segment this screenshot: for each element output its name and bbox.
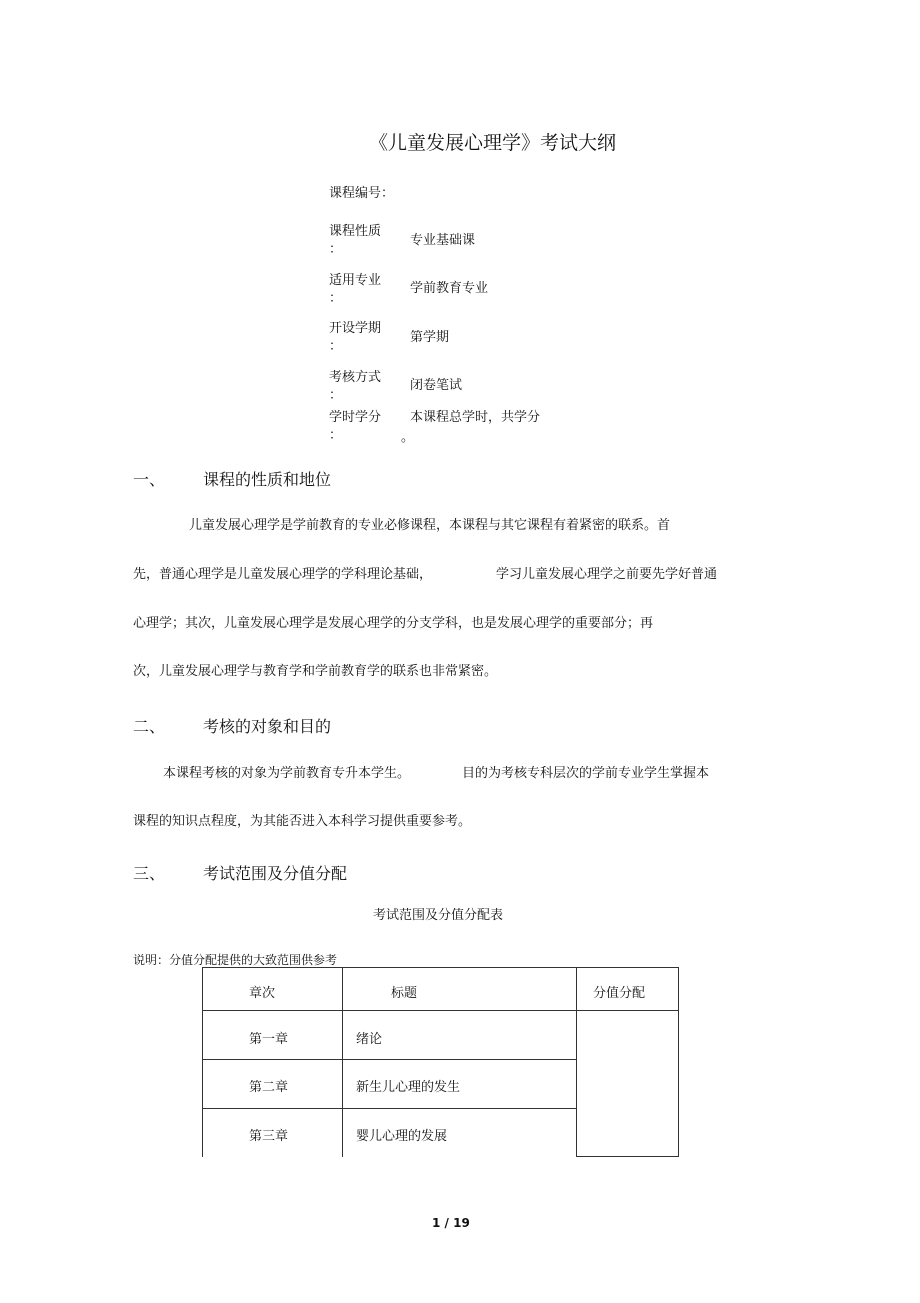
hours-credits-value: 本课程总学时，共学分 <box>410 410 541 425</box>
section-1-line-2b: 学习儿童发展心理学之前要先学好普通 <box>496 567 718 582</box>
table-header-title: 标题 <box>391 986 418 1001</box>
section-2-line-1a: 本课程考核的对象为学前教育专升本学生。 <box>163 766 411 781</box>
table-column-divider <box>576 967 577 1157</box>
section-2-line-2: 课程的知识点程度，为其能否进入本科学习提供重要参考。 <box>133 814 472 829</box>
section-1-line-4: 次，儿童发展心理学与教育学和学前教育学的联系也非常紧密。 <box>133 664 498 679</box>
section-1-heading: 课程的性质和地位 <box>203 470 332 489</box>
section-1-number: 一、 <box>133 470 166 489</box>
table-column-divider <box>342 967 343 1157</box>
applicable-major-colon: ： <box>329 291 343 306</box>
table-cell-chapter: 第三章 <box>249 1129 289 1144</box>
course-nature-colon: ： <box>329 242 343 257</box>
term-colon: ： <box>329 339 343 354</box>
hours-credits-period: 。 <box>401 430 415 445</box>
hours-credits-label: 学时学分 <box>329 410 382 425</box>
table-cell-chapter: 第二章 <box>249 1080 289 1095</box>
term-value: 第学期 <box>410 330 450 345</box>
applicable-major-label: 适用专业 <box>329 273 382 288</box>
section-1-line-3: 心理学；其次，儿童发展心理学是发展心理学的分支学科，也是发展心理学的重要部分；再 <box>133 616 654 631</box>
table-cell-chapter: 第一章 <box>249 1032 289 1047</box>
section-2-number: 二、 <box>133 717 166 736</box>
course-code-label: 课程编号： <box>329 186 395 201</box>
table-cell-title: 新生儿心理的发生 <box>356 1080 461 1095</box>
course-nature-label: 课程性质 <box>329 224 382 239</box>
section-1-line-1: 儿童发展心理学是学前教育的专业必修课程，本课程与其它课程有着紧密的联系。首 <box>189 518 671 533</box>
table-cell-title: 婴儿心理的发展 <box>356 1129 448 1144</box>
table-caption: 考试范围及分值分配表 <box>373 908 504 923</box>
page-number: 1 / 19 <box>432 1216 470 1230</box>
table-border-right <box>678 967 679 1157</box>
section-1-line-2a: 先，普通心理学是儿童发展心理学的学科理论基础， <box>133 567 433 582</box>
table-row-divider <box>202 1108 576 1109</box>
table-header-divider <box>202 1010 679 1011</box>
table-row-divider <box>202 1059 576 1060</box>
section-2-heading: 考核的对象和目的 <box>203 717 332 736</box>
applicable-major-value: 学前教育专业 <box>410 281 489 296</box>
document-title: 《儿童发展心理学》考试大纲 <box>369 132 617 154</box>
exam-method-value: 闭卷笔试 <box>410 378 463 393</box>
table-border-left <box>202 967 203 1157</box>
section-3-number: 三、 <box>133 864 166 883</box>
table-cell-title: 绪论 <box>356 1032 383 1047</box>
exam-method-label: 考核方式 <box>329 370 382 385</box>
term-label: 开设学期 <box>329 321 382 336</box>
course-nature-value: 专业基础课 <box>410 233 476 248</box>
table-header-chapter: 章次 <box>249 986 276 1001</box>
table-note: 说明：分值分配提供的大致范围供参考 <box>133 953 338 967</box>
exam-method-colon: ： <box>329 388 343 403</box>
table-border-top <box>202 967 679 968</box>
table-header-score: 分值分配 <box>593 986 646 1001</box>
section-2-line-1b: 目的为考核专科层次的学前专业学生掌握本 <box>462 766 710 781</box>
table-score-cell-bottom <box>576 1156 679 1157</box>
section-3-heading: 考试范围及分值分配 <box>203 864 348 883</box>
hours-credits-colon: ： <box>329 428 343 443</box>
